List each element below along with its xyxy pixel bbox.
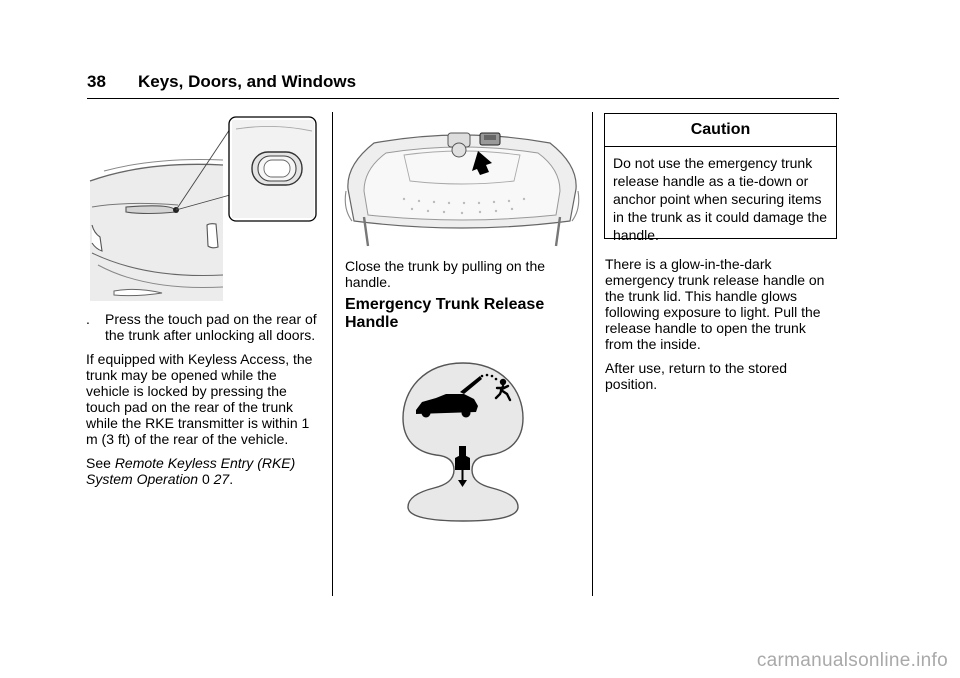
bullet-text: Press the touch pad on the rear of the trunk after unlocking all doors. [105, 311, 317, 343]
caution-box [604, 113, 837, 243]
see-prefix: See [86, 455, 115, 471]
glow-handle-paragraph: There is a glow-in-the-dark emergency trunk release handle on the trunk lid. This handle glows following exposure to light. Pull the release handle to open the trunk from the inside. [605, 256, 825, 352]
see-period: . [229, 471, 234, 487]
column-3-text [605, 256, 837, 400]
caution-text: Do not use the emergency trunk release handle as a tie-down or anchor point when securing items in the trunk as it could damage the handle. [613, 155, 828, 243]
see-reference [86, 455, 318, 487]
page-header [87, 72, 839, 99]
trunk-touch-pad-illustration [86, 115, 320, 303]
column-1-text [86, 311, 318, 495]
bullet-mark: . [86, 311, 90, 327]
column-divider-2 [592, 112, 593, 596]
rke-link[interactable]: Remote Keyless Entry (RKE) System Operation [86, 455, 296, 487]
caution-title: Caution [605, 114, 836, 147]
close-trunk-text: Close the trunk by pulling on the handle. [345, 258, 546, 290]
keyless-access-paragraph: If equipped with Keyless Access, the trunk may be opened while the vehicle is locked by pressing the touch pad on the rear of the trunk while the RKE transmitter is within 1 m (3 ft) of the rear of the vehicle. [86, 351, 313, 447]
page-ref-number[interactable]: 27 [213, 471, 230, 487]
page-ref-icon: 0 [201, 471, 210, 487]
watermark: carmanualsonline.info [756, 650, 948, 671]
instruction-bullet [86, 311, 318, 343]
emergency-release-handle-illustration [396, 360, 530, 524]
page-number: 38 [87, 72, 106, 91]
chapter-title: Keys, Doors, and Windows [138, 72, 357, 91]
stored-position-paragraph: After use, return to the stored position. [605, 360, 788, 392]
section-heading: Emergency Trunk Release Handle [345, 296, 545, 331]
trunk-lid-handle-illustration [344, 125, 580, 249]
column-divider-1 [332, 112, 333, 596]
